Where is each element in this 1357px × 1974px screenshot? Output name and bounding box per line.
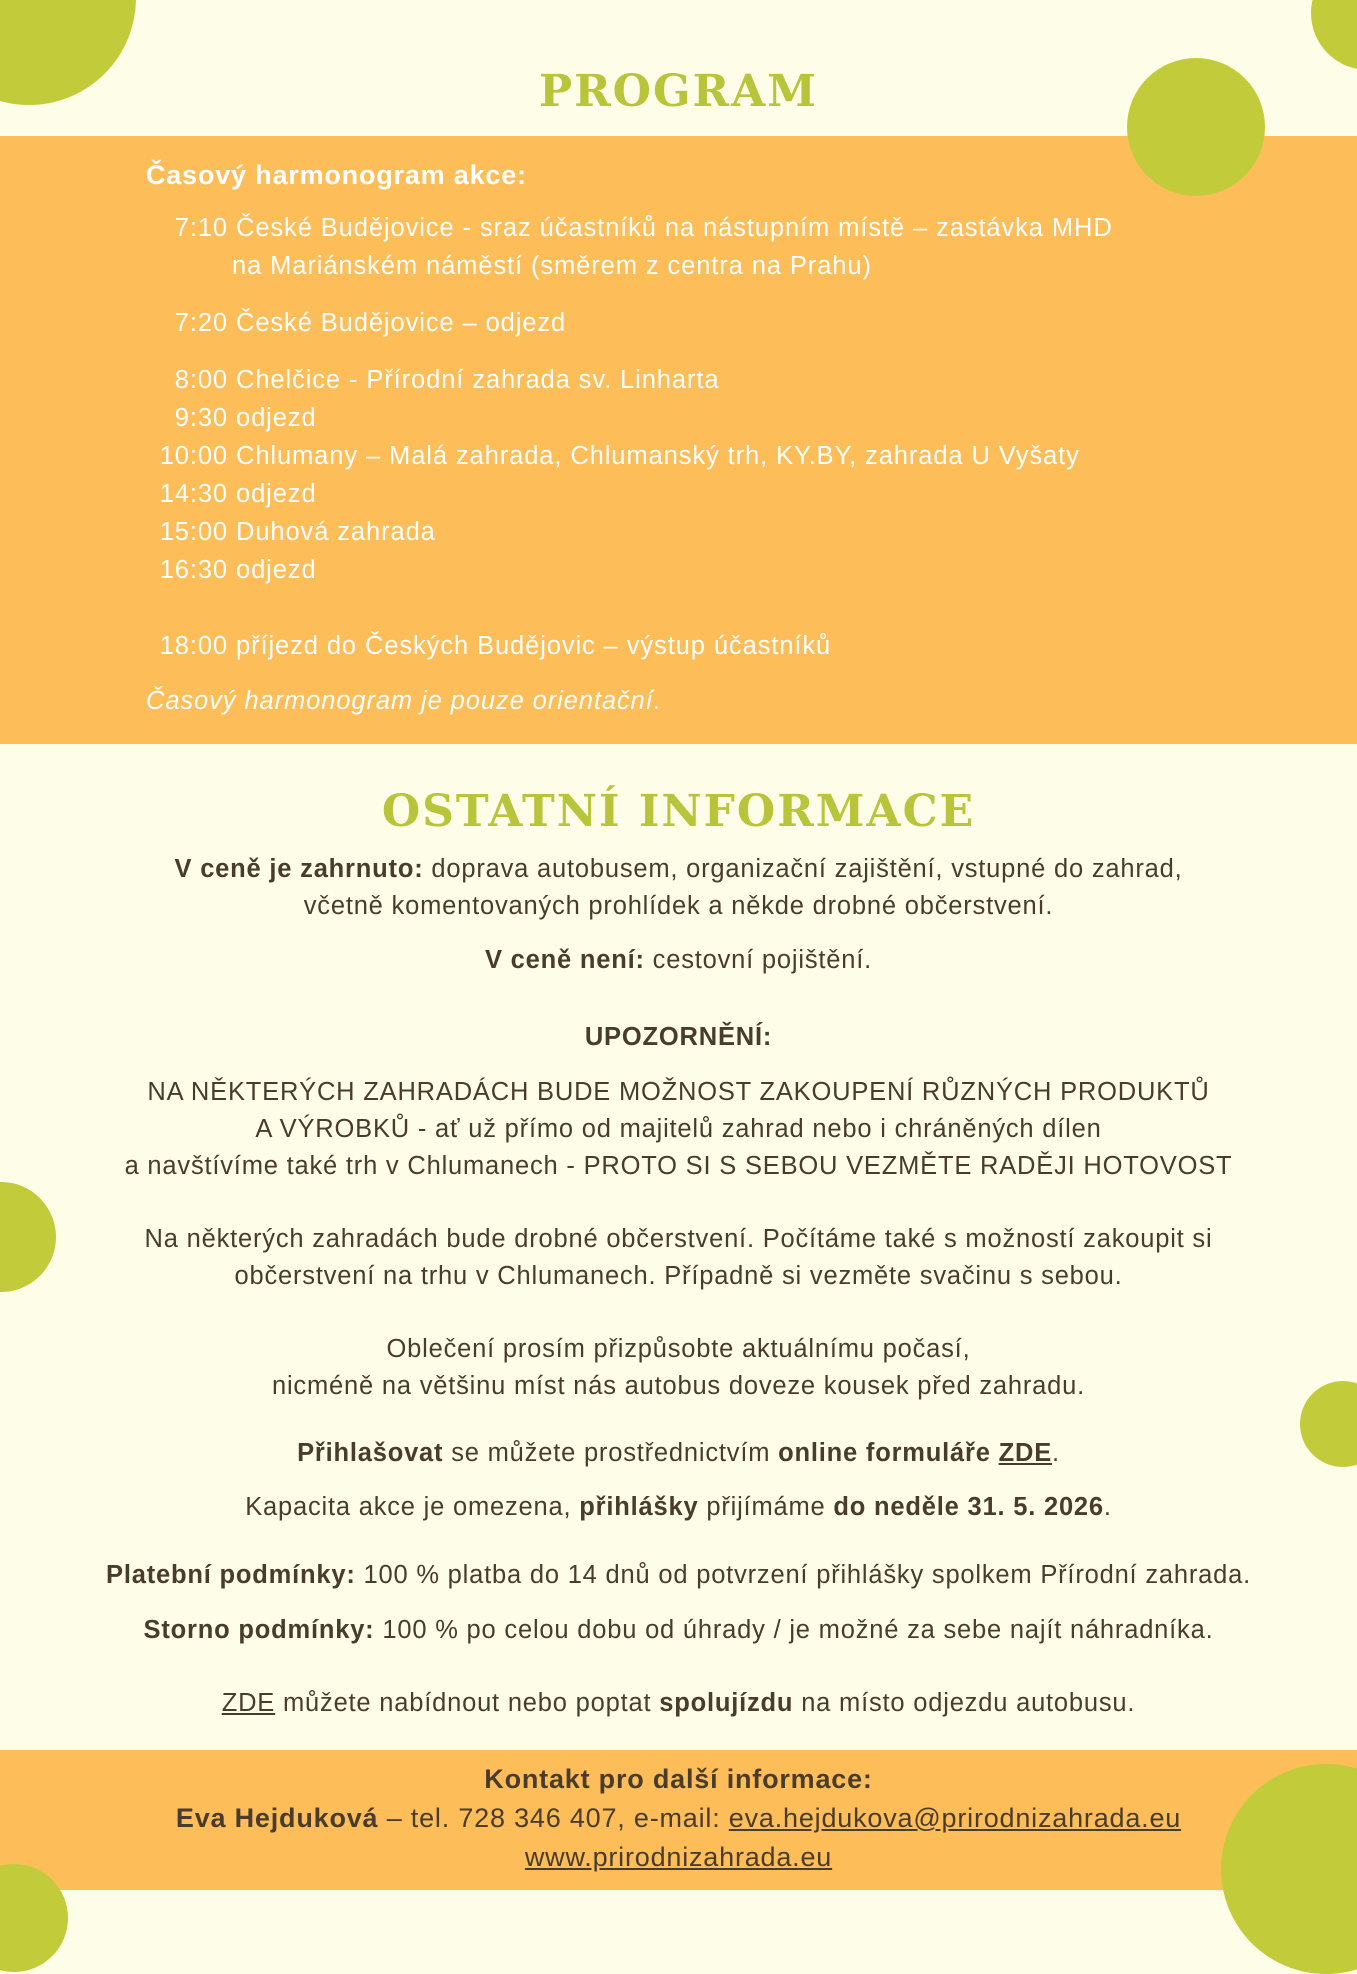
storno-text: 100 % po celou dobu od úhrady / je možné za sebe najít náhradníka.	[374, 1616, 1214, 1644]
schedule-desc: Duhová zahrada	[236, 518, 436, 546]
schedule-desc: Chelčice - Přírodní zahrada sv. Linharta	[236, 366, 720, 394]
decor-circle-program	[1127, 58, 1265, 196]
schedule-desc: odjezd	[236, 404, 317, 432]
price-included-label: V ceně je zahrnuto:	[174, 855, 424, 883]
storno-label: Storno podmínky:	[143, 1616, 375, 1644]
payment-label: Platební podmínky:	[106, 1561, 356, 1589]
price-included-continuation: včetně komentovaných prohlídek a někde drobné občerstvení.	[303, 892, 1054, 920]
schedule-time: 7:20	[174, 309, 228, 337]
price-included	[0, 855, 1357, 884]
registration-form-label: online formuláře	[778, 1439, 991, 1467]
registration-link[interactable]: ZDE	[998, 1439, 1053, 1467]
contact-details	[0, 1803, 1357, 1834]
schedule-item	[146, 366, 719, 395]
program-heading: PROGRAM	[539, 66, 818, 117]
clothing-line: Oblečení prosím přizpůsobte aktuálnímu počasí,	[386, 1335, 971, 1363]
payment-line	[0, 1561, 1357, 1590]
storno-line	[0, 1616, 1357, 1645]
price-not-included	[0, 946, 1357, 975]
schedule-time: 14:30	[159, 480, 228, 508]
rideshare-text: můžete nabídnout nebo poptat	[275, 1689, 660, 1717]
schedule-desc: odjezd	[236, 480, 317, 508]
rideshare-text2: na místo odjezdu autobusu.	[793, 1689, 1136, 1717]
schedule-desc-continuation: na Mariánském náměstí (směrem z centra na Prahu)	[232, 252, 872, 280]
refreshment-line: občerstvení na trhu v Chlumanech. Případně si vezměte svačinu s sebou.	[234, 1262, 1123, 1290]
capacity-text2: přijímáme	[698, 1493, 834, 1521]
schedule-desc: příjezd do Českých Budějovic – výstup účastníků	[236, 632, 832, 660]
registration-end: .	[1052, 1439, 1060, 1467]
schedule-time: 18:00	[159, 632, 228, 660]
decor-circle-top-right	[1311, 0, 1357, 70]
schedule-time: 15:00	[159, 518, 228, 546]
schedule-time: 7:10	[174, 214, 228, 242]
price-included-text: doprava autobusem, organizační zajištění, vstupné do zahrad,	[423, 855, 1183, 883]
price-not-included-text: cestovní pojištění.	[644, 946, 872, 974]
schedule-time: 16:30	[159, 556, 228, 584]
schedule-desc: České Budějovice – odjezd	[236, 309, 567, 337]
warning-line: a navštívíme také trh v Chlumanech - PROTO SI S SEBOU VEZMĚTE RADĚJI HOTOVOST	[124, 1152, 1233, 1180]
registration-bold: Přihlašovat	[297, 1439, 444, 1467]
schedule-item	[146, 309, 566, 338]
schedule-item	[146, 632, 831, 661]
schedule-note: Časový harmonogram je pouze orientační.	[146, 687, 662, 715]
schedule-time: 10:00	[159, 442, 228, 470]
schedule-item	[146, 480, 317, 509]
contact-section	[0, 1750, 1357, 1890]
contact-email-link[interactable]: eva.hejdukova@prirodnizahrada.eu	[728, 1803, 1182, 1833]
warning-line: NA NĚKTERÝCH ZAHRADÁCH BUDE MOŽNOST ZAKOUPENÍ RŮZNÝCH PRODUKTŮ	[147, 1078, 1210, 1106]
payment-text: 100 % platba do 14 dnů od potvrzení přihlášky spolkem Přírodní zahrada.	[355, 1561, 1251, 1589]
schedule-item	[146, 518, 436, 547]
schedule-time: 9:30	[174, 404, 228, 432]
clothing-line: nicméně na většinu míst nás autobus doveze kousek před zahradu.	[271, 1372, 1086, 1400]
rideshare-bold: spolujízdu	[659, 1689, 794, 1717]
contact-phone: – tel. 728 346 407, e-mail:	[378, 1803, 729, 1833]
warning-line: A VÝROBKŮ - ať už přímo od majitelů zahrad nebo i chráněných dílen	[255, 1115, 1102, 1143]
capacity-line	[0, 1493, 1357, 1522]
contact-website	[0, 1842, 1357, 1873]
schedule-desc: České Budějovice - sraz účastníků na nástupním místě – zastávka MHD	[236, 214, 1113, 242]
price-not-included-label: V ceně není:	[484, 946, 645, 974]
other-info-heading: OSTATNÍ INFORMACE	[381, 786, 976, 837]
capacity-deadline: do neděle 31. 5. 2026	[833, 1493, 1104, 1521]
schedule-item	[146, 556, 317, 585]
rideshare-line	[0, 1689, 1357, 1718]
contact-name: Eva Hejduková	[175, 1803, 379, 1833]
website-link[interactable]: www.prirodnizahrada.eu	[524, 1842, 833, 1872]
registration-line	[0, 1439, 1357, 1468]
registration-text: se můžete prostřednictvím	[443, 1439, 779, 1467]
capacity-bold: přihlášky	[579, 1493, 699, 1521]
rideshare-link[interactable]: ZDE	[221, 1689, 276, 1717]
contact-title: Kontakt pro další informace:	[484, 1764, 873, 1794]
schedule-desc: Chlumany – Malá zahrada, Chlumanský trh, KY.BY, zahrada U Vyšaty	[236, 442, 1080, 470]
schedule-section	[0, 136, 1357, 744]
schedule-item	[146, 442, 1080, 471]
schedule-desc: odjezd	[236, 556, 317, 584]
schedule-item	[146, 404, 317, 433]
capacity-text: Kapacita akce je omezena,	[245, 1493, 580, 1521]
warning-title: UPOZORNĚNÍ:	[584, 1023, 773, 1051]
refreshment-line: Na některých zahradách bude drobné občerstvení. Počítáme také s možností zakoupit si	[144, 1225, 1213, 1253]
capacity-end: .	[1103, 1493, 1112, 1521]
schedule-item	[146, 214, 1113, 243]
schedule-title: Časový harmonogram akce:	[146, 160, 527, 190]
schedule-time: 8:00	[174, 366, 228, 394]
